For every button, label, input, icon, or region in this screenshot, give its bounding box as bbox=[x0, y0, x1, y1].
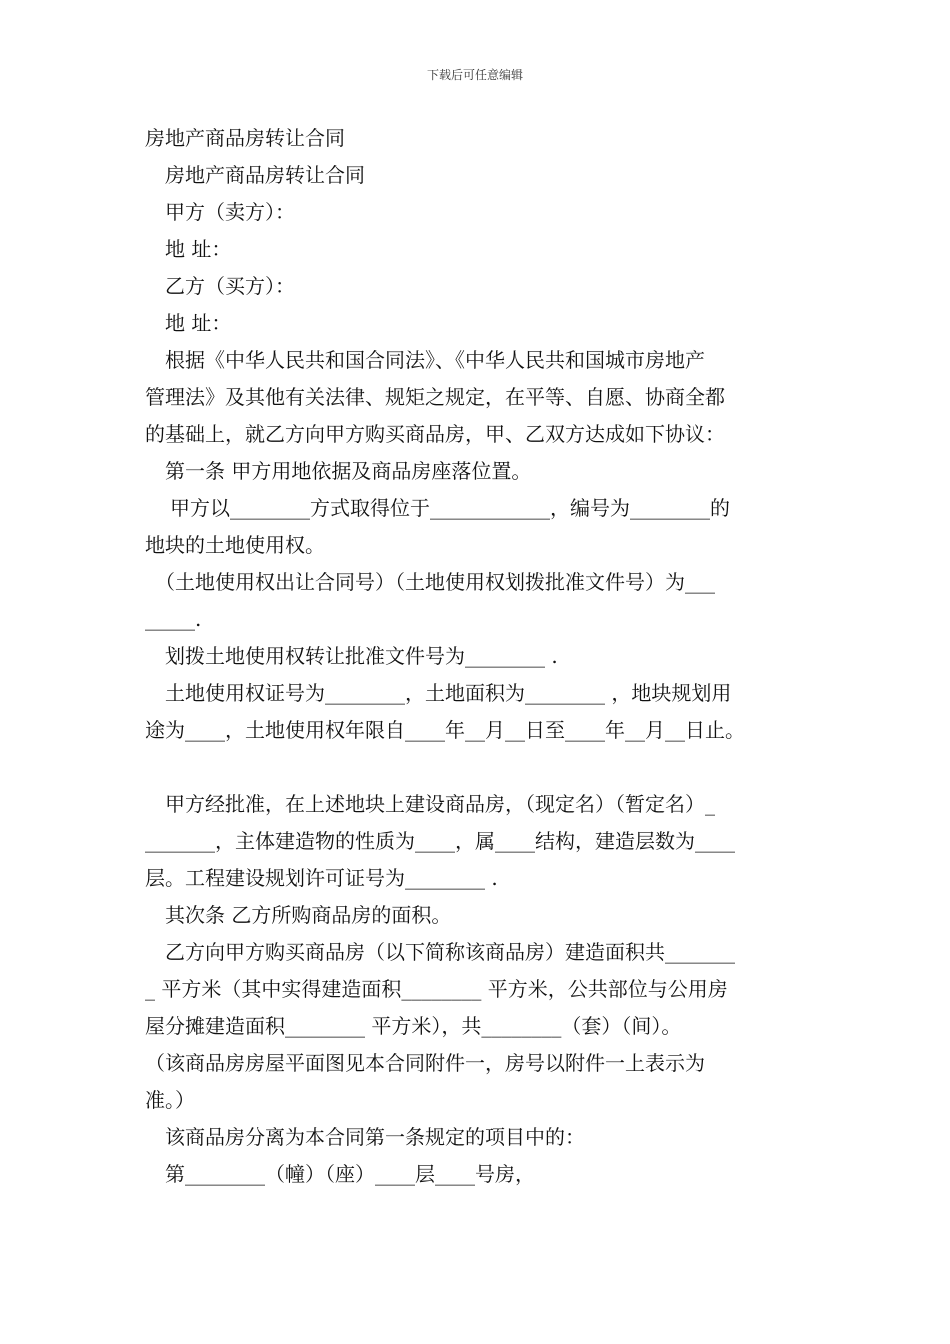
article-1-heading: 第一条 甲方用地依据及商品房座落位置。 bbox=[165, 459, 532, 483]
article-1-line-5: 划拨土地使用权转让批准文件号为________ . bbox=[165, 644, 558, 668]
article-1-line-9: _______，主体建造物的性质为____，属____结构，建造层数为____ bbox=[145, 829, 735, 853]
preamble-line-2: 管理法》及其他有关法律、规矩之规定，在平等、自愿、协商全都 bbox=[145, 385, 725, 409]
article-1-line-6: 土地使用权证号为________，土地面积为________ ，地块规划用 bbox=[165, 681, 732, 705]
article-1-line-1: 甲方以________方式取得位于____________，编号为________的 bbox=[170, 496, 730, 520]
blank-line bbox=[145, 749, 815, 786]
article-2-line-7: 第________（幢）（座）____层____号房， bbox=[165, 1162, 535, 1186]
party-a-address: 地 址： bbox=[165, 237, 232, 261]
page-header: 下载后可任意编辑 bbox=[426, 68, 523, 82]
article-2-line-3: 屋分摊建造面积________ 平方米），共________（套）（间）。 bbox=[145, 1014, 682, 1038]
party-b-address: 地 址： bbox=[165, 311, 232, 335]
preamble-line-3: 的基础上，就乙方向甲方购买商品房，甲、乙双方达成如下协议： bbox=[145, 422, 725, 446]
article-2-line-5: 准。） bbox=[145, 1088, 195, 1112]
article-2-heading: 其次条 乙方所购商品房的面积。 bbox=[165, 903, 452, 927]
document-body bbox=[145, 120, 815, 1193]
article-1-line-2: 地块的土地使用权。 bbox=[145, 533, 325, 557]
article-2-line-2: _ 平方米（其中实得建造面积________ 平方米，公共部位与公用房 bbox=[145, 977, 728, 1001]
article-1-line-4: _____. bbox=[145, 607, 202, 631]
document-title: 房地产商品房转让合同 bbox=[145, 126, 345, 150]
article-1-line-7: 途为____，土地使用权年限自____年__月__日至____年__月__日止。 bbox=[145, 718, 745, 742]
party-b-label: 乙方（买方）： bbox=[165, 274, 295, 298]
article-1-line-8: 甲方经批准，在上述地块上建设商品房，（现定名）（暂定名）_ bbox=[165, 792, 715, 816]
article-2-line-4: （该商品房房屋平面图见本合同附件一，房号以附件一上表示为 bbox=[145, 1051, 705, 1075]
contract-title: 房地产商品房转让合同 bbox=[165, 163, 365, 187]
party-a-label: 甲方（卖方）： bbox=[165, 200, 295, 224]
article-2-line-1: 乙方向甲方购买商品房（以下简称该商品房）建造面积共_______ bbox=[165, 940, 735, 964]
article-1-line-3: （土地使用权出让合同号）（土地使用权划拨批准文件号）为___ bbox=[155, 570, 715, 594]
article-2-line-6: 该商品房分离为本合同第一条规定的项目中的： bbox=[165, 1125, 585, 1149]
article-1-line-10: 层。工程建设规划许可证号为________ . bbox=[145, 866, 498, 890]
preamble-line-1: 根据《中华人民共和国合同法》、《中华人民共和国城市房地产 bbox=[165, 348, 705, 372]
